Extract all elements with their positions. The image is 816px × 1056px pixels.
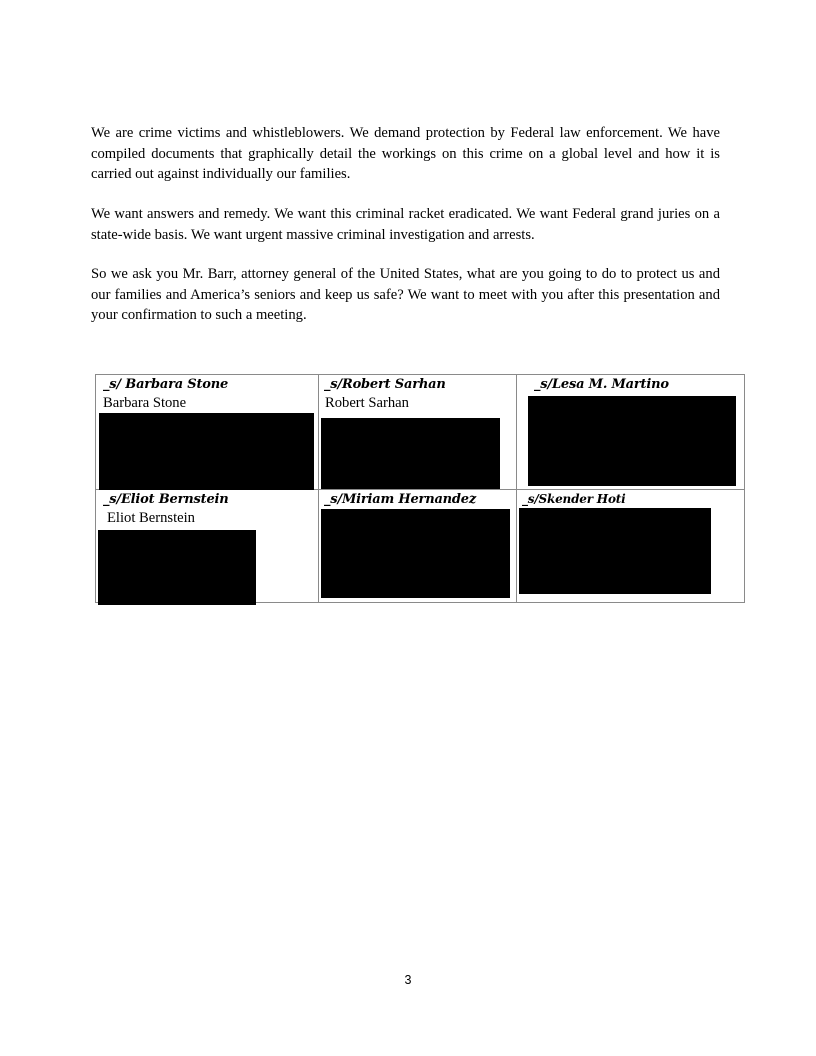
redacted-contact-block <box>321 509 510 598</box>
signature-skender-hoti: _s/Skender Hoti <box>522 492 626 506</box>
redacted-contact-block <box>528 396 736 486</box>
signature-robert-sarhan: _s/Robert Sarhan <box>324 377 446 392</box>
signer-name-robert-sarhan: Robert Sarhan <box>325 395 409 411</box>
paragraph-crime-victims: We are crime victims and whistleblowers. We demand protection by Federal law enforcement. We have compiled documents that graphically detail the workings on this crime on a global level and how it is carried out against individually our families. <box>91 125 720 183</box>
signature-eliot-bernstein: _s/Eliot Bernstein <box>103 492 229 507</box>
paragraph-answers-remedy: We want answers and remedy. We want this criminal racket eradicated. We want Federal grand juries on a state-wide basis. We want urgent massive criminal investigation and arrests. <box>91 206 720 243</box>
signer-name-eliot-bernstein: Eliot Bernstein <box>107 510 195 526</box>
signer-name-barbara-stone: Barbara Stone <box>103 395 187 411</box>
redacted-contact-block <box>321 418 500 489</box>
signature-lesa-martino: _s/Lesa M. Martino <box>534 377 669 392</box>
page-number: 3 <box>404 973 412 987</box>
redacted-contact-block <box>98 530 256 605</box>
redacted-contact-block <box>519 508 711 594</box>
paragraph-request-to-barr: So we ask you Mr. Barr, attorney general of the United States, what are you going to do to protect us and our families and America’s seniors and keep us safe? We want to meet with you after this presentation and your confirmation to such a meeting. <box>91 266 720 324</box>
signature-barbara-stone: _s/ Barbara Stone <box>103 377 229 392</box>
signature-miriam-hernandez: _s/Miriam Hernandez <box>324 492 477 507</box>
redacted-contact-block <box>99 413 314 490</box>
